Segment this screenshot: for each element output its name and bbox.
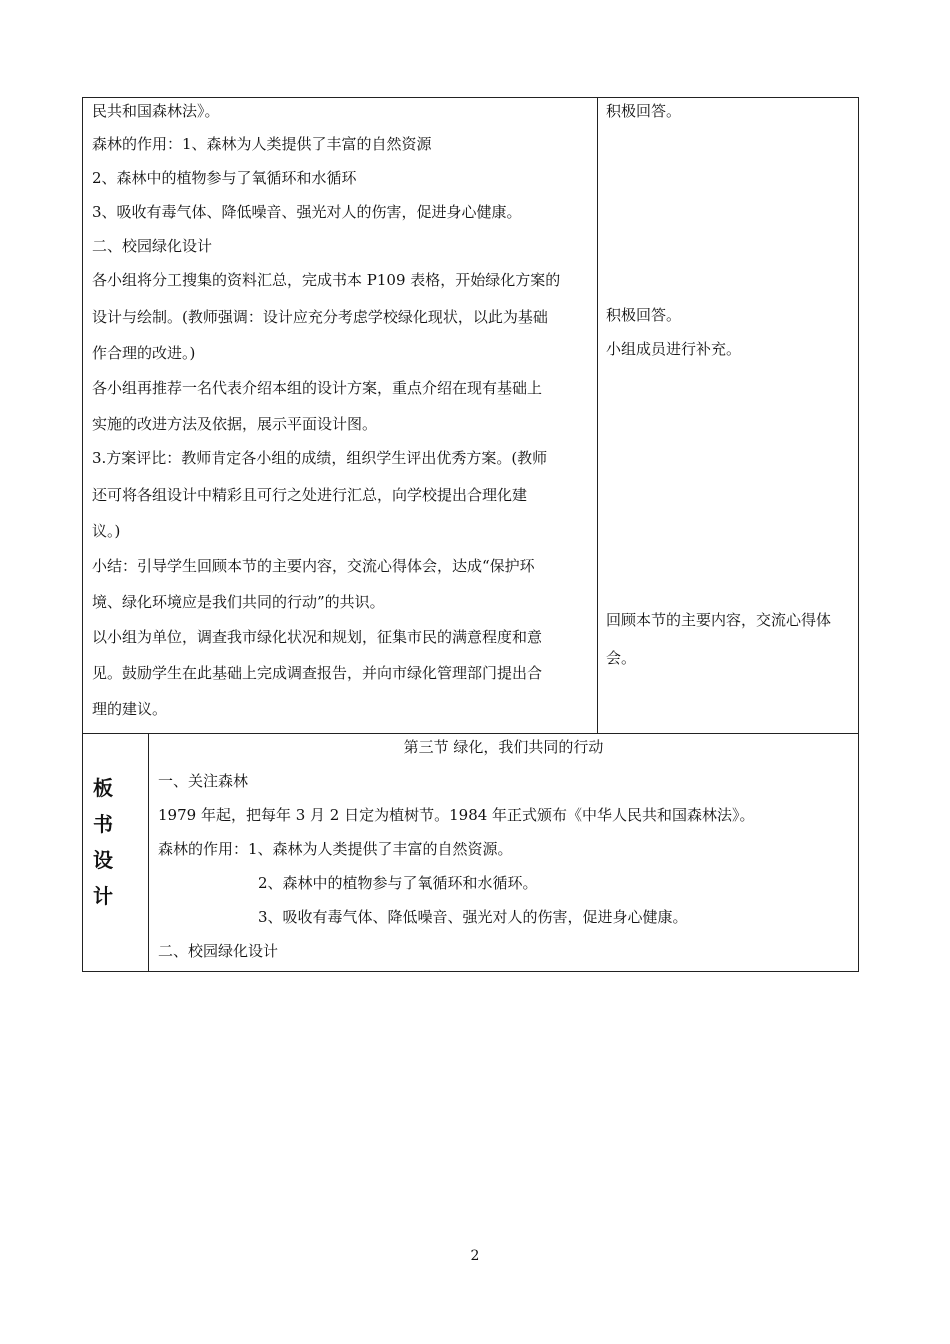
label-column-divider — [148, 733, 149, 972]
teaching-text-line: 各小组将分工搜集的资料汇总，完成书本 P109 表格，开始绿化方案的 — [92, 271, 561, 289]
board-label-char: 书 — [93, 812, 113, 836]
teaching-text-line: 3、吸收有毒气体、降低噪音、强光对人的伤害，促进身心健康。 — [92, 203, 522, 221]
board-line: 一、关注森林 — [158, 772, 249, 790]
board-line: 2、森林中的植物参与了氧循环和水循环。 — [258, 874, 538, 892]
board-label-char: 计 — [93, 884, 113, 908]
section-heading: 二、校园绿化设计 — [92, 237, 213, 255]
teaching-text-line: 议。) — [92, 522, 121, 540]
student-activity-line: 小组成员进行补充。 — [606, 340, 742, 358]
board-line: 二、校园绿化设计 — [158, 942, 279, 960]
page-number: 2 — [470, 1248, 480, 1264]
teaching-text-line: 2、森林中的植物参与了氧循环和水循环 — [92, 169, 357, 187]
board-line: 森林的作用：1、森林为人类提供了丰富的自然资源。 — [158, 840, 513, 858]
board-label-char: 设 — [93, 848, 113, 872]
teaching-text-line: 实施的改进方法及依据，展示平面设计图。 — [92, 415, 378, 433]
teaching-text-line: 理的建议。 — [92, 700, 168, 718]
board-line: 1979 年起，把每年 3 月 2 日定为植树节。1984 年正式颁布《中华人民共和国森林法》。 — [158, 806, 755, 824]
board-title: 第三节 绿化，我们共同的行动 — [403, 738, 604, 756]
teaching-text-line: 还可将各组设计中精彩且可行之处进行汇总，向学校提出合理化建 — [92, 486, 528, 504]
teaching-text-line: 作合理的改进。) — [92, 344, 196, 362]
teaching-text-line: 3.方案评比：教师肯定各小组的成绩，组织学生评出优秀方案。(教师 — [92, 449, 548, 467]
teaching-text-line: 设计与绘制。(教师强调：设计应充分考虑学校绿化现状，以此为基础 — [92, 308, 548, 326]
student-activity-line: 会。 — [606, 649, 637, 667]
board-label-char: 板 — [93, 776, 113, 800]
teaching-text-line: 境、绿化环境应是我们共同的行动”的共识。 — [92, 593, 385, 611]
student-activity-line: 回顾本节的主要内容，交流心得体 — [606, 611, 832, 629]
row-divider — [82, 733, 859, 734]
teaching-text-line: 各小组再推荐一名代表介绍本组的设计方案，重点介绍在现有基础上 — [92, 379, 543, 397]
teaching-text-line: 森林的作用：1、森林为人类提供了丰富的自然资源 — [92, 135, 432, 153]
student-activity-line: 积极回答。 — [606, 102, 682, 120]
teaching-text-line: 以小组为单位，调查我市绿化状况和规划，征集市民的满意程度和意 — [92, 628, 543, 646]
teaching-text-line: 小结：引导学生回顾本节的主要内容，交流心得体会，达成“保护环 — [92, 557, 535, 575]
board-line: 3、吸收有毒气体、降低噪音、强光对人的伤害，促进身心健康。 — [258, 908, 688, 926]
column-divider — [597, 97, 598, 734]
teaching-text-line: 见。鼓励学生在此基础上完成调查报告，并向市绿化管理部门提出合 — [92, 664, 543, 682]
student-activity-line: 积极回答。 — [606, 306, 682, 324]
teaching-text-line: 民共和国森林法》。 — [92, 102, 220, 120]
